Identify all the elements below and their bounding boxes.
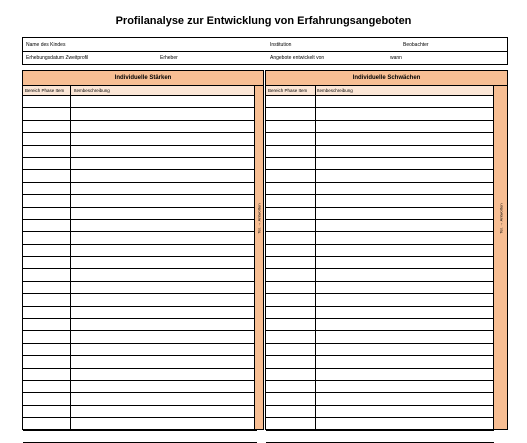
- table-row[interactable]: [23, 331, 257, 343]
- strengths-table: [23, 86, 257, 429]
- table-row[interactable]: [23, 393, 257, 405]
- table-row[interactable]: [23, 381, 257, 393]
- table-row[interactable]: [23, 307, 257, 319]
- table-row[interactable]: [23, 245, 257, 257]
- table-row[interactable]: [23, 170, 257, 182]
- weaknesses-section: [265, 70, 508, 430]
- item-description-header: Itembeschreibung: [317, 88, 353, 93]
- table-row[interactable]: [23, 319, 257, 331]
- table-row[interactable]: [23, 431, 257, 443]
- table-row[interactable]: [266, 269, 494, 281]
- table-row[interactable]: [23, 406, 257, 418]
- table-row[interactable]: [23, 208, 257, 220]
- area-phase-item-header: Bereich Phase Item: [25, 88, 65, 93]
- table-row[interactable]: [266, 121, 494, 133]
- table-row[interactable]: [23, 282, 257, 294]
- table-row[interactable]: [266, 294, 494, 306]
- survey-date-label: Erhebungsdatum Zweitprofil: [26, 55, 89, 61]
- table-row[interactable]: [266, 108, 494, 120]
- weaknesses-rows: [266, 96, 494, 429]
- strengths-rows: [23, 96, 257, 429]
- table-row[interactable]: [266, 257, 494, 269]
- table-row[interactable]: [266, 158, 494, 170]
- table-row[interactable]: [266, 307, 494, 319]
- table-row[interactable]: [266, 406, 494, 418]
- table-row[interactable]: [266, 331, 494, 343]
- table-row[interactable]: [23, 344, 257, 356]
- table-row[interactable]: [266, 418, 494, 430]
- table-row[interactable]: [266, 393, 494, 405]
- table-row[interactable]: [266, 183, 494, 195]
- table-row[interactable]: [23, 158, 257, 170]
- item-description-header: Itembeschreibung: [74, 88, 110, 93]
- table-row[interactable]: [23, 418, 257, 430]
- child-name-label: Name des Kindes: [26, 42, 66, 48]
- table-row[interactable]: [23, 121, 257, 133]
- table-row[interactable]: [266, 208, 494, 220]
- table-row[interactable]: [23, 133, 257, 145]
- table-row[interactable]: [266, 381, 494, 393]
- area-phase-item-header: Bereich Phase Item: [268, 88, 308, 93]
- table-row[interactable]: [23, 232, 257, 244]
- table-row[interactable]: [23, 369, 257, 381]
- table-row[interactable]: [266, 133, 494, 145]
- weaknesses-column-header: [266, 86, 494, 96]
- observer-label: Beobachter: [403, 42, 429, 48]
- table-row[interactable]: [266, 170, 494, 182]
- collector-label: Erheber: [160, 55, 178, 61]
- table-row[interactable]: [266, 369, 494, 381]
- table-row[interactable]: [266, 319, 494, 331]
- strengths-side-strip: [254, 86, 263, 429]
- table-row[interactable]: [266, 431, 494, 443]
- weaknesses-side-strip: [493, 86, 507, 429]
- table-row[interactable]: [266, 356, 494, 368]
- table-row[interactable]: [23, 96, 257, 108]
- table-row[interactable]: [23, 294, 257, 306]
- table-row[interactable]: [23, 146, 257, 158]
- table-row[interactable]: [23, 108, 257, 120]
- table-row[interactable]: [23, 269, 257, 281]
- table-row[interactable]: [23, 257, 257, 269]
- institution-label: Institution: [270, 42, 292, 48]
- table-row[interactable]: [266, 232, 494, 244]
- strip-label: Tel. → Antworten: [256, 203, 262, 234]
- when-label: wann: [390, 55, 402, 61]
- table-row[interactable]: [23, 356, 257, 368]
- table-row[interactable]: [266, 146, 494, 158]
- info-table: [22, 37, 508, 65]
- strip-label: Tel. → Antworten: [498, 203, 503, 234]
- table-row[interactable]: [23, 220, 257, 232]
- info-row-2: [23, 51, 507, 64]
- table-row[interactable]: [266, 220, 494, 232]
- strengths-heading: Individuelle Stärken: [23, 71, 263, 86]
- strengths-section: [22, 70, 264, 430]
- info-row-1: [23, 38, 507, 52]
- table-row[interactable]: [23, 183, 257, 195]
- strengths-column-header: [23, 86, 257, 96]
- weaknesses-heading: Individuelle Schwächen: [266, 71, 507, 86]
- table-row[interactable]: [23, 195, 257, 207]
- page-title: Profilanalyse zur Entwicklung von Erfahrungsangeboten: [115, 15, 412, 27]
- table-row[interactable]: [266, 195, 494, 207]
- table-row[interactable]: [266, 96, 494, 108]
- table-row[interactable]: [266, 282, 494, 294]
- table-row[interactable]: [266, 344, 494, 356]
- table-row[interactable]: [266, 245, 494, 257]
- weaknesses-table: [266, 86, 494, 429]
- offers-developed-label: Angebote entwickelt von: [270, 55, 325, 61]
